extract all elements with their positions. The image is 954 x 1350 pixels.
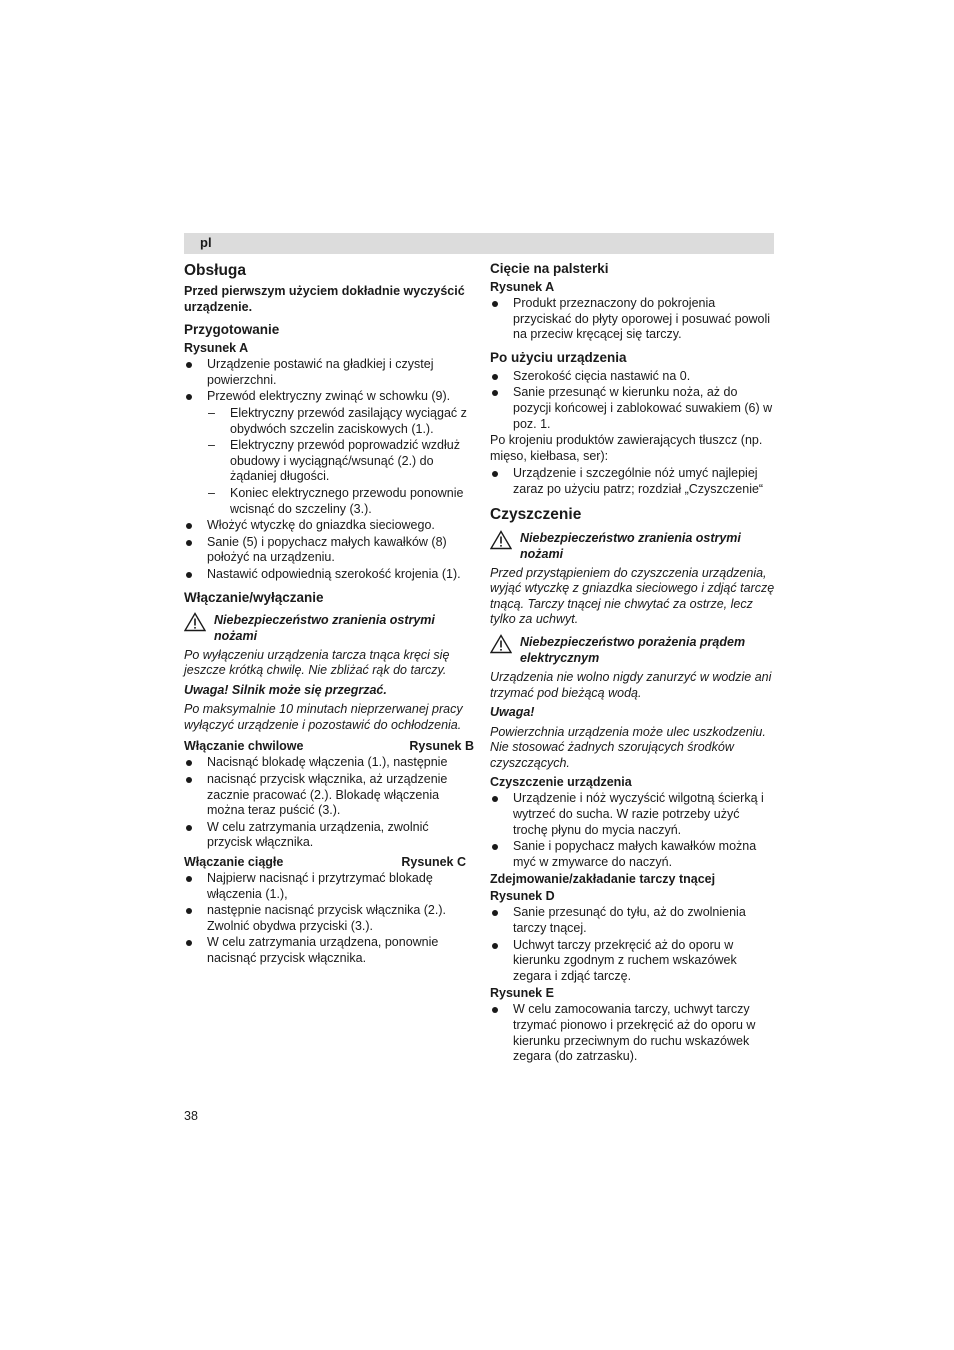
- warning-text: Niebezpieczeństwo zranienia ostrymi nożami: [214, 612, 435, 643]
- list-item: Urządzenie i nóż wyczyścić wilgotną ścierką i wytrzeć do sucha. W razie potrzeby użyć trochę płynu do mycia naczyń.: [490, 791, 776, 838]
- warning-triangle-icon: [490, 530, 512, 550]
- figure-ref-e: Rysunek E: [490, 986, 554, 1001]
- po-list-2: [490, 466, 776, 497]
- subheading-czyszczenie-urzadzenia: Czyszczenie urządzenia: [490, 775, 632, 790]
- caution-description: Po maksymalnie 10 minutach nieprzerwanej pracy wyłączyć urządzenie i pozostawić do ochłodzenia.: [184, 702, 463, 732]
- language-bar: [184, 233, 774, 254]
- chwilowe-list: [184, 755, 474, 851]
- warning-block: [490, 530, 776, 562]
- caution-heading: Uwaga!: [490, 705, 535, 720]
- section-title-czyszczenie: Czyszczenie: [490, 505, 582, 523]
- sub-list-item: – Koniec elektrycznego przewodu ponownie wcisnąć do szczeliny (3.).: [184, 486, 474, 517]
- list-item: Urządzenie postawić na gładkiej i czystej powierzchni.: [184, 357, 474, 388]
- left-column: [184, 258, 474, 968]
- subsection-wlaczanie: Włączanie/wyłączanie: [184, 589, 324, 605]
- czyszczenie-list: [490, 791, 776, 870]
- sub-list-item: – Elektryczny przewód zasilający wyciągać z obydwóch szczelin zaciskowych (1.).: [184, 406, 474, 437]
- intro-note: Przed pierwszym użyciem dokładnie wyczyścić urządzenie.: [184, 284, 465, 314]
- list-item: Najpierw nacisnąć i przytrzymać blokadę włączenia (1.),: [184, 871, 474, 902]
- subheading-zdejmowanie: Zdejmowanie/zakładanie tarczy tnącej: [490, 872, 716, 887]
- po-list: [490, 369, 776, 432]
- list-item: Nastawić odpowiednią szerokość krojenia (1).: [184, 567, 474, 583]
- figure-ref-c: Rysunek C: [401, 855, 466, 870]
- caution-heading: Uwaga! Silnik może się przegrzać.: [184, 682, 387, 697]
- list-item: W celu zatrzymania urządzena, ponownie nacisnąć przycisk włącznika.: [184, 935, 474, 966]
- list-item: nacisnąć przycisk włącznika, aż urządzenie zacznie pracować (2.). Blokadę włączenia można teraz puścić (3.).: [184, 772, 474, 819]
- list-item: Sanie przesunąć do tyłu, aż do zwolnienia tarczy tnącej.: [490, 905, 776, 936]
- page-number: 38: [184, 1109, 198, 1123]
- warning-description: Urządzenia nie wolno nigdy zanurzyć w wodzie ani trzymać pod bieżącą wodą.: [490, 669, 772, 700]
- e-list: [490, 1002, 776, 1064]
- list-item: W celu zamocowania tarczy, uchwyt tarczy trzymać pionowo i przekręcić aż do oporu w kierunku przeciwnym do ruchu wskazówek zegara (do zatrzasku).: [490, 1002, 776, 1064]
- figure-ref-a: Rysunek A: [490, 280, 555, 294]
- warning-description: Przed przystąpieniem do czyszczenia urządzenia, wyjąć wtyczkę z gniazdka sieciowego i zdjąć tarczę tnącą. Tarczy tnącej nie chwytać za ostrze, lecz tylko za uchwyt.: [490, 565, 775, 627]
- list-item: Nacisnąć blokadę włączenia (1.), następnie: [184, 755, 474, 771]
- ciecie-list: [490, 296, 776, 343]
- warning-triangle-icon: [490, 634, 512, 654]
- figure-ref-b: Rysunek B: [409, 739, 474, 754]
- d-list: [490, 905, 776, 984]
- warning-text: Niebezpieczeństwo zranienia ostrymi nożami: [520, 530, 741, 561]
- language-code: pl: [200, 235, 212, 250]
- ciagle-list: [184, 871, 474, 967]
- ciagle-header: [184, 853, 474, 871]
- subsection-ciecie: Cięcie na palsterki: [490, 261, 609, 276]
- list-item: Przewód elektryczny zwinąć w schowku (9).: [184, 389, 474, 405]
- list-item: Sanie i popychacz małych kawałków można myć w zmywarce do naczyń.: [490, 839, 776, 870]
- po-text: Po krojeniu produktów zawierających tłuszcz (np. mięso, kiełbasa, ser):: [490, 433, 763, 463]
- figure-ref-a: Rysunek A: [184, 341, 249, 356]
- warning-block: [184, 612, 474, 644]
- caution-description: Powierzchnia urządzenia może ulec uszkodzeniu. Nie stosować żadnych szorujących środków czyszczących.: [490, 724, 766, 770]
- list-item: Produkt przeznaczony do pokrojenia przyciskać do płyty oporowej i posuwać powoli na przeciw kręcącej się tarczy.: [490, 296, 776, 343]
- list-item: Urządzenie i szczególnie nóż umyć najlepiej zaraz po użyciu patrz; rozdział „Czyszczenie“: [490, 466, 776, 497]
- warning-description: Po wyłączeniu urządzenia tarcza tnąca kręci się jeszcze krótką chwilę. Nie zbliżać rąk do tarczy.: [184, 647, 450, 678]
- list-item: Szerokość cięcia nastawić na 0.: [490, 369, 776, 385]
- list-item: Sanie (5) i popychacz małych kawałków (8) położyć na urządzeniu.: [184, 535, 474, 566]
- list-item: Uchwyt tarczy przekręcić aż do oporu w kierunku zgodnym z ruchem wskazówek zegara i zdjąć tarczę.: [490, 938, 776, 985]
- list-item: Sanie przesunąć w kierunku noża, aż do pozycji końcowej i zablokować suwakiem (6) w poz. 1.: [490, 385, 776, 432]
- warning-triangle-icon: [184, 612, 206, 632]
- warning-text: Niebezpieczeństwo porażenia prądem elektrycznym: [520, 634, 746, 665]
- subheading-ciagle: Włączanie ciągłe: [184, 855, 284, 870]
- warning-block: [490, 634, 776, 666]
- chwilowe-header: [184, 737, 474, 755]
- subsection-przygotowanie: Przygotowanie: [184, 322, 280, 338]
- subheading-chwilowe: Włączanie chwilowe: [184, 739, 304, 754]
- section-title-obsluga: Obsługa: [184, 262, 247, 279]
- right-column: [490, 258, 776, 1066]
- list-item: następnie nacisnąć przycisk włącznika (2.). Zwolnić obydwa przyciski (3.).: [184, 903, 474, 934]
- figure-ref-d: Rysunek D: [490, 889, 555, 904]
- list-item: Włożyć wtyczkę do gniazdka sieciowego.: [184, 518, 474, 534]
- sub-list-item: – Elektryczny przewód poprowadzić wzdłuż obudowy i wyciągnąć/wsunąć (2.) do żądaniej długości.: [184, 438, 474, 485]
- subsection-po-uzyciu: Po użyciu urządzenia: [490, 349, 627, 365]
- list-item: W celu zatrzymania urządzenia, zwolnić przycisk włącznika.: [184, 820, 474, 851]
- prep-list: [184, 357, 474, 582]
